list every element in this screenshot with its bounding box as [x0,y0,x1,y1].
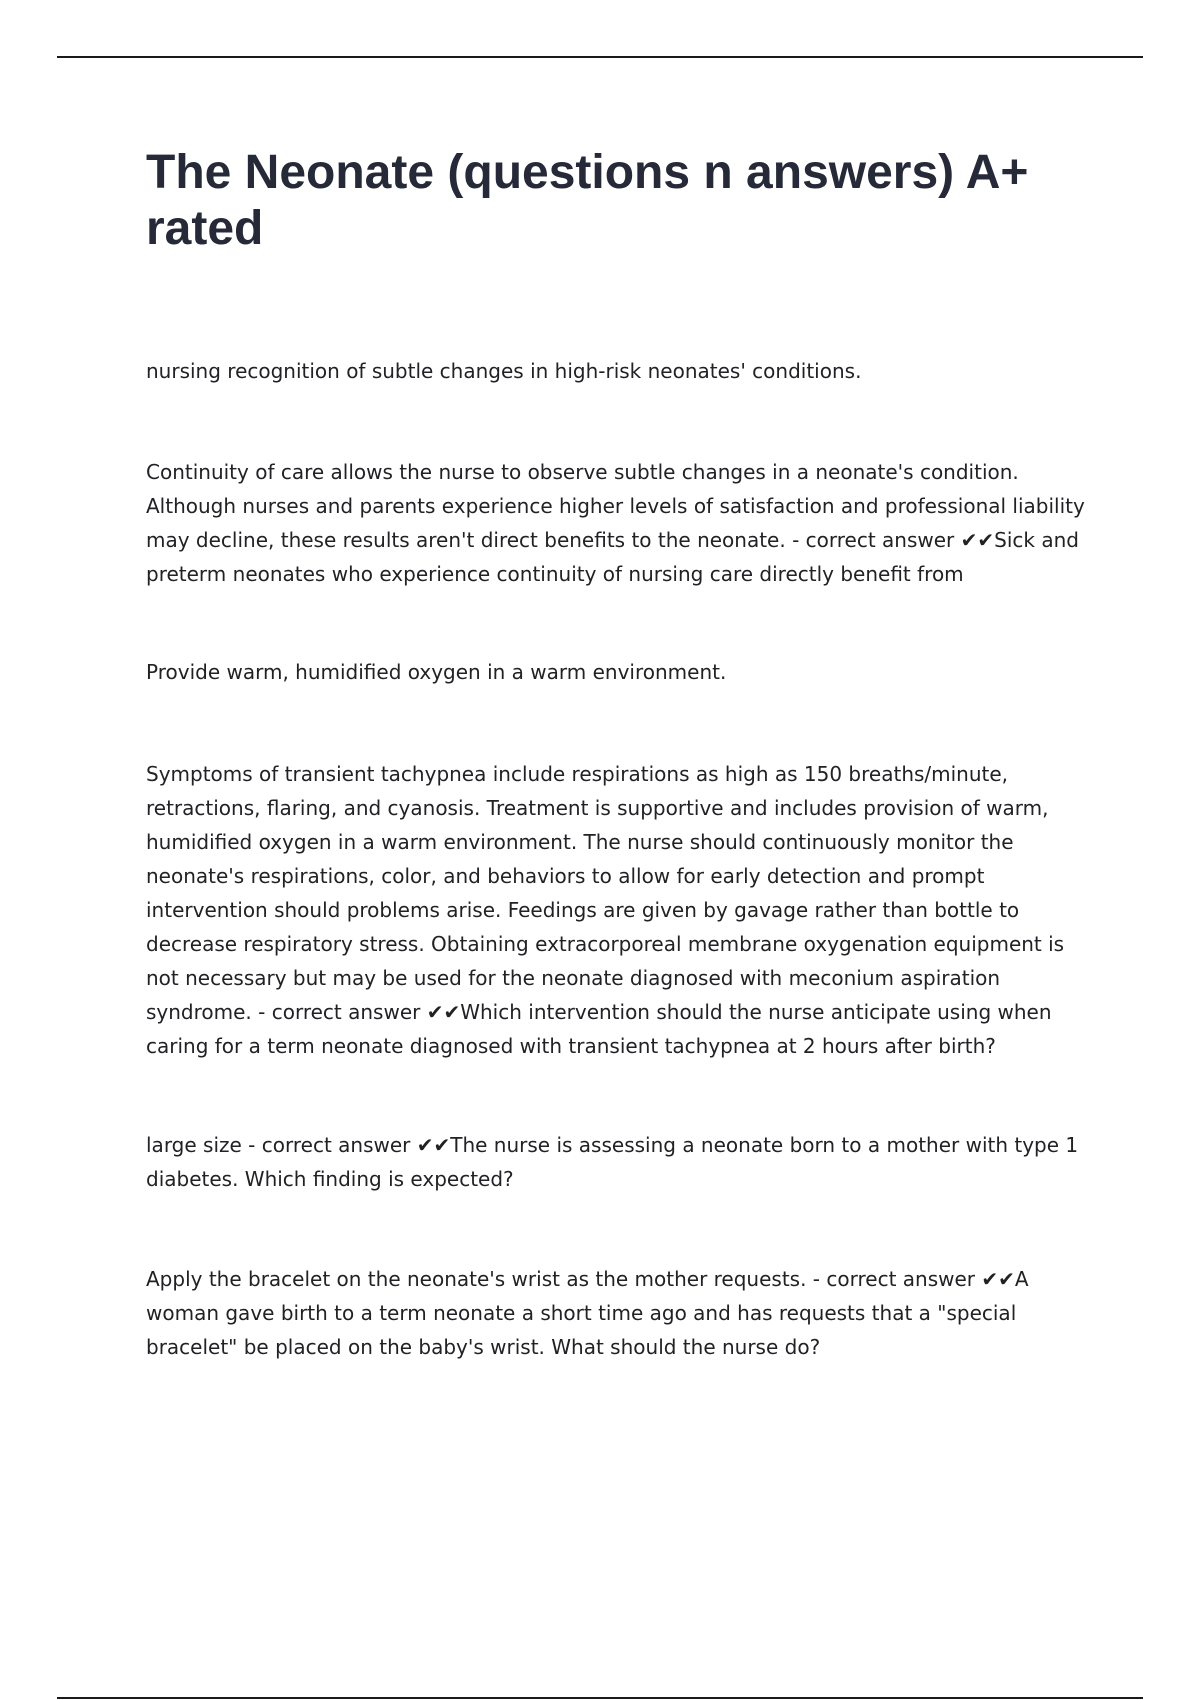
top-rule [57,56,1143,58]
answer-paragraph-1: nursing recognition of subtle changes in high-risk neonates' conditions. [146,359,862,383]
answer-paragraph-5: large size - correct answer ✔✔The nurse is assessing a neonate born to a mother with type 1 diabetes. Which finding is expected? [146,1133,1079,1191]
document-title: The Neonate (questions n answers) A+ rated [146,146,1029,255]
answer-paragraph-4: Symptoms of transient tachypnea include respirations as high as 150 breaths/minute, retractions, flaring, and cyanosis. Treatment is supportive and includes provision of warm, humidified oxygen in a warm environment. The nurse should continuously monitor the neonate's respirations, color, and behaviors to allow for early detection and prompt intervention should problems arise. Feedings are given by gavage rather than bottle to decrease respiratory stress. Obtaining extracorporeal membrane oxygenation equipment is not necessary but may be used for the neonate diagnosed with meconium aspiration syndrome. - correct answer ✔✔Which intervention should the nurse anticipate using when caring for a term neonate diagnosed with transient tachypnea at 2 hours after birth? [146,762,1065,1058]
answer-paragraph-2: Continuity of care allows the nurse to observe subtle changes in a neonate's condition. Although nurses and parents experience higher levels of satisfaction and professional liability may decline, these results aren't direct benefits to the neonate. - correct answer ✔✔Sick and preterm neonates who experience continuity of nursing care directly benefit from [146,460,1085,586]
answer-paragraph-3: Provide warm, humidified oxygen in a warm environment. [146,660,727,684]
answer-paragraph-6: Apply the bracelet on the neonate's wrist as the mother requests. - correct answer ✔✔A woman gave birth to a term neonate a short time ago and has requests that a "special bracelet" be placed on the baby's wrist. What should the nurse do? [146,1267,1029,1359]
bottom-rule [57,1697,1143,1699]
